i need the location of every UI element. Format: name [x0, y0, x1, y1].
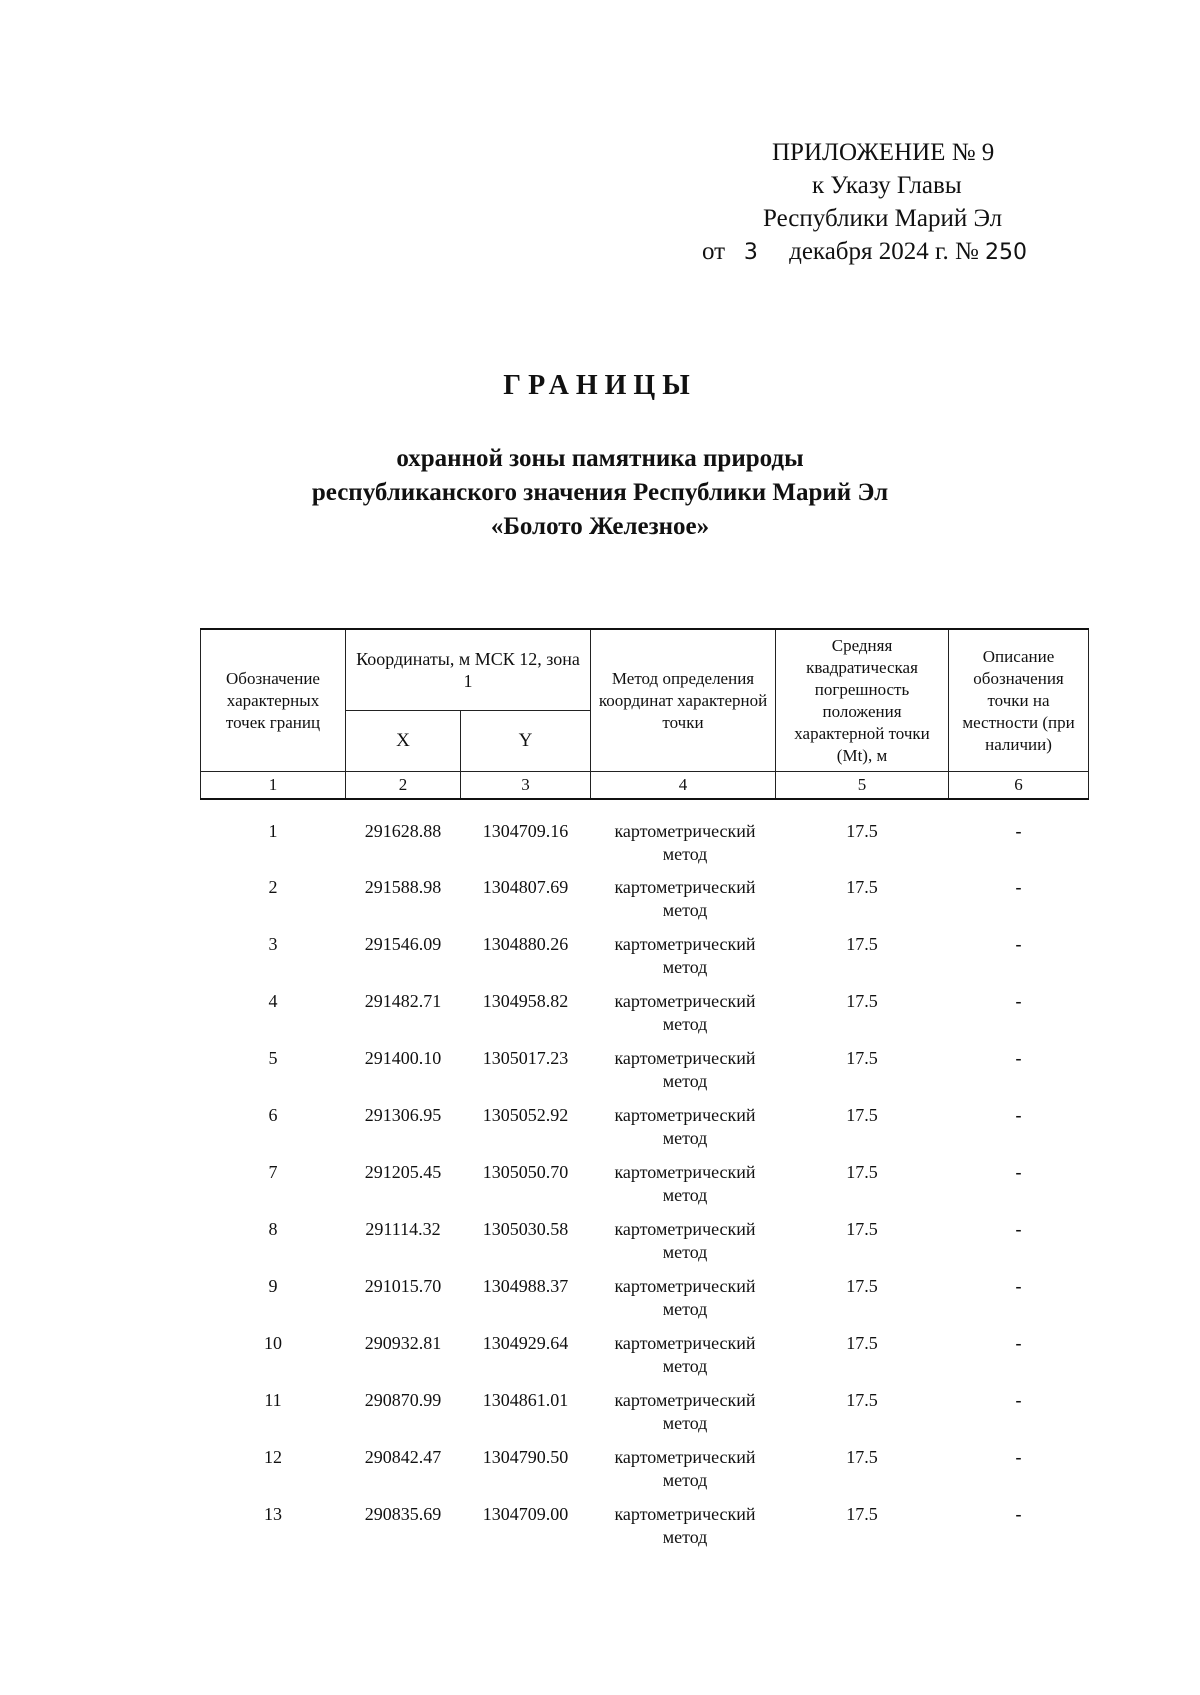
column-number-3: 3 [461, 772, 591, 800]
cell-coord-x: 291114.32 [365, 1219, 441, 1239]
cell-coord-y: 1304790.50 [482, 1447, 569, 1467]
column-number-5: 5 [776, 772, 949, 800]
cell-point-number: 7 [268, 1162, 278, 1182]
cell-method: картометрический метод [614, 1390, 756, 1433]
cell-point-number: 11 [264, 1390, 282, 1410]
cell-method: картометрический метод [614, 1333, 756, 1376]
cell-coord-y: 1304929.64 [482, 1333, 569, 1353]
cell-coord-x: 291628.88 [364, 821, 442, 841]
cell-coord-x: 291546.09 [364, 934, 442, 954]
cell-coord-x: 291482.71 [364, 991, 442, 1011]
cell-description: - [1015, 1219, 1022, 1239]
document-title: ГРАНИЦЫ [503, 370, 697, 401]
header-x: X [346, 711, 461, 772]
table-row [201, 933, 1089, 990]
header-description: Описание обозначения точки на местности (при наличии) [949, 629, 1089, 772]
cell-method: картометрический метод [614, 1162, 756, 1205]
cell-coord-x: 290870.99 [364, 1390, 442, 1410]
cell-error-value: 17.5 [846, 1447, 878, 1467]
date-rest: декабря 2024 г. № [789, 238, 979, 265]
cell-point-number: 1 [268, 821, 278, 841]
cell-description: - [1015, 1447, 1022, 1467]
header-y: Y [461, 711, 591, 772]
table-row [201, 1047, 1089, 1104]
cell-point-number: 8 [268, 1219, 278, 1239]
cell-error-value: 17.5 [846, 821, 878, 841]
cell-coord-y: 1304709.16 [482, 821, 569, 841]
cell-point-number: 13 [264, 1504, 282, 1524]
appendix-date [702, 235, 1082, 269]
appendix-decree-ref: к Указу Главы [812, 172, 962, 199]
appendix-number: ПРИЛОЖЕНИЕ № 9 [772, 139, 995, 166]
cell-description: - [1015, 1048, 1022, 1068]
date-day: 3 [743, 240, 758, 265]
cell-coord-x: 291400.10 [364, 1048, 442, 1068]
cell-method: картометрический метод [614, 1447, 756, 1490]
cell-coord-x: 291015.70 [364, 1276, 442, 1296]
header-coordinates: Координаты, м МСК 12, зона 1 [346, 629, 591, 711]
cell-point-number: 4 [268, 991, 278, 1011]
cell-coord-y: 1305050.70 [482, 1162, 569, 1182]
table-row [201, 1275, 1089, 1332]
cell-method: картометрический метод [614, 934, 756, 977]
cell-method: картометрический метод [614, 1219, 756, 1262]
cell-point-number: 5 [268, 1048, 278, 1068]
table-row [201, 1389, 1089, 1446]
cell-method: картометрический метод [614, 821, 756, 864]
boundary-points-table [200, 628, 1089, 1560]
header-point-designation: Обозначение характерных точек границ [201, 629, 346, 772]
cell-description: - [1015, 991, 1022, 1011]
cell-description: - [1015, 1390, 1022, 1410]
cell-error-value: 17.5 [846, 1390, 878, 1410]
column-number-4: 4 [591, 772, 776, 800]
table-row [201, 1161, 1089, 1218]
appendix-header [700, 136, 1080, 269]
cell-method: картометрический метод [614, 1105, 756, 1148]
cell-description: - [1015, 1162, 1022, 1182]
document-subtitle [0, 442, 1200, 544]
cell-description: - [1015, 1333, 1022, 1353]
cell-coord-y: 1304807.69 [482, 877, 569, 897]
cell-description: - [1015, 934, 1022, 954]
table-row [201, 1332, 1089, 1389]
subtitle-line-3: «Болото Железное» [490, 513, 710, 540]
cell-coord-y: 1304861.01 [482, 1390, 569, 1410]
decree-number: 250 [985, 240, 1028, 265]
cell-method: картометрический метод [614, 1048, 756, 1091]
cell-error-value: 17.5 [846, 1276, 878, 1296]
cell-description: - [1015, 1504, 1022, 1524]
cell-point-number: 3 [268, 934, 278, 954]
cell-coord-y: 1304709.00 [482, 1504, 569, 1524]
table-row [201, 876, 1089, 933]
cell-point-number: 6 [268, 1105, 278, 1125]
cell-coord-x: 290835.69 [364, 1504, 442, 1524]
cell-coord-y: 1305052.92 [482, 1105, 569, 1125]
cell-point-number: 12 [264, 1447, 282, 1467]
cell-error-value: 17.5 [846, 877, 878, 897]
date-prefix: от [702, 238, 726, 265]
cell-description: - [1015, 821, 1022, 841]
cell-point-number: 9 [268, 1276, 278, 1296]
cell-coord-x: 290932.81 [364, 1333, 442, 1353]
cell-point-number: 10 [264, 1333, 282, 1353]
cell-description: - [1015, 877, 1022, 897]
cell-coord-y: 1304988.37 [482, 1276, 569, 1296]
cell-coord-x: 291306.95 [364, 1105, 442, 1125]
table-row [201, 1104, 1089, 1161]
cell-coord-x: 290842.47 [364, 1447, 442, 1467]
cell-method: картометрический метод [614, 1276, 756, 1319]
cell-method: картометрический метод [614, 1504, 756, 1547]
cell-method: картометрический метод [614, 877, 756, 920]
cell-error-value: 17.5 [846, 934, 878, 954]
table-row [201, 799, 1089, 876]
cell-error-value: 17.5 [846, 1048, 878, 1068]
cell-coord-x: 291205.45 [364, 1162, 442, 1182]
appendix-republic: Республики Марий Эл [763, 205, 1003, 232]
cell-coord-y: 1304958.82 [482, 991, 569, 1011]
column-number-2: 2 [346, 772, 461, 800]
cell-coord-x: 291588.98 [364, 877, 442, 897]
table-row [201, 990, 1089, 1047]
cell-point-number: 2 [268, 877, 278, 897]
cell-description: - [1015, 1105, 1022, 1125]
cell-coord-y: 1305030.58 [482, 1219, 569, 1239]
cell-error-value: 17.5 [846, 1162, 878, 1182]
cell-error-value: 17.5 [846, 1105, 878, 1125]
cell-coord-y: 1305017.23 [482, 1048, 569, 1068]
table-row [201, 1446, 1089, 1503]
cell-error-value: 17.5 [846, 1333, 878, 1353]
header-method: Метод определения координат характерной точки [591, 629, 776, 772]
column-number-1: 1 [201, 772, 346, 800]
table-row [201, 1218, 1089, 1275]
column-number-6: 6 [949, 772, 1089, 800]
header-error: Средняя квадратическая погрешность положения характерной точки (Mt), м [776, 629, 949, 772]
table-row [201, 1503, 1089, 1560]
cell-error-value: 17.5 [846, 1504, 878, 1524]
cell-coord-y: 1304880.26 [482, 934, 569, 954]
subtitle-line-1: охранной зоны памятника природы [396, 445, 804, 472]
cell-error-value: 17.5 [846, 1219, 878, 1239]
subtitle-line-2: республиканского значения Республики Марий Эл [311, 479, 889, 506]
cell-description: - [1015, 1276, 1022, 1296]
cell-error-value: 17.5 [846, 991, 878, 1011]
cell-method: картометрический метод [614, 991, 756, 1034]
